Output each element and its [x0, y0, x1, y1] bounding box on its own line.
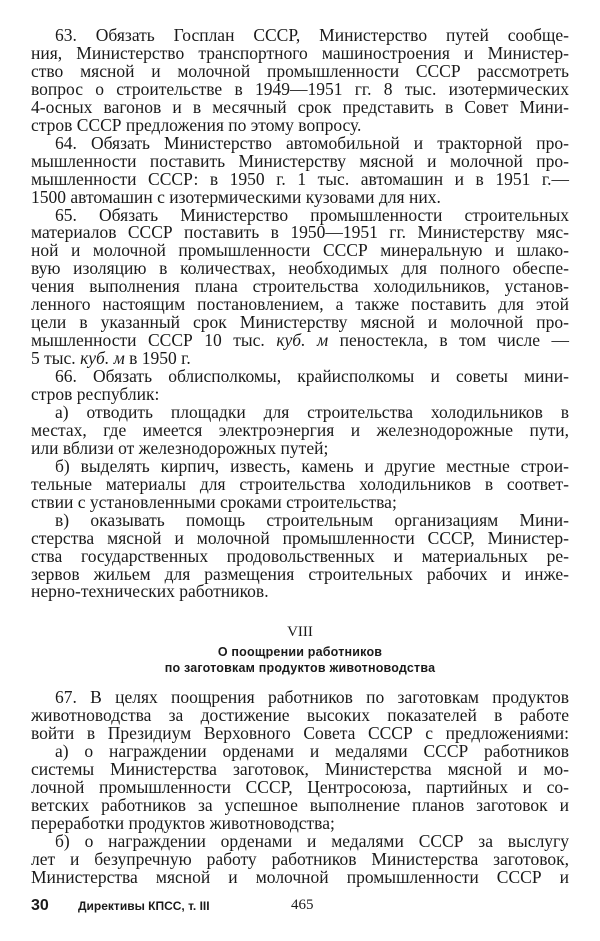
text-line: мышленности СССР 10 тыс. куб. м пеностекла, в том числе — — [31, 330, 569, 351]
text-line: вую изоляцию в количествах, необходимых для полного обеспе- — [31, 258, 569, 279]
text-line: системы Министерства заготовок, Министерства мясной и мо- — [31, 759, 569, 779]
text-line: цели в указанный срок Министерству мясной и молочной про- — [31, 312, 569, 333]
text-line: ной и молочной промышленности СССР минеральную и шлако- — [31, 240, 569, 261]
text-line: ния, Министерство транспортного машиностроения и Министер- — [31, 42, 569, 63]
text-line: местах, где имеется электроэнергия и железнодорожные пути, — [31, 419, 569, 440]
text-line: б) выделять кирпич, известь, камень и другие местные строи- — [55, 455, 569, 476]
text-line: ленного настоящим постановлением, а также поставить для этой — [31, 294, 569, 315]
text-line: ства государственных продовольственных и материальных ре- — [31, 545, 569, 566]
text-line: тельные материалы для строительства холодильников в соответ- — [31, 473, 569, 494]
text-line: 65. Обязать Министерство промышленности строительных — [55, 204, 569, 225]
text-line: ство мясной и молочной промышленности СССР рассмотреть — [31, 60, 569, 81]
text-line: ствии с установленными сроками строительства; — [31, 491, 397, 512]
text-line: 67. В целях поощрения работников по заготовкам продуктов — [55, 687, 569, 707]
text-line: лет и безупречную работу работников Министерства заготовок, — [31, 849, 569, 869]
text-line: лочной промышленности СССР, Центросоюза, партийных и со- — [31, 777, 569, 797]
unit-italic: куб. м — [80, 348, 125, 369]
text-line: 5 тыс. куб. м в 1950 г. — [31, 348, 191, 369]
footer-signature-mark: 30 — [31, 897, 49, 914]
text-line: 64. Обязать Министерство автомобильной и тракторной про- — [55, 132, 569, 153]
section-title-line-2: по заготовкам продуктов животноводства — [164, 661, 436, 675]
text-line: животноводства за достижение высоких показателей в работе — [31, 705, 569, 725]
text-line: 63. Обязать Госплан СССР, Министерство путей сообще- — [55, 25, 569, 45]
text-line: стров СССР предложения по этому вопросу. — [31, 114, 362, 135]
text-line: мышленности СССР: в 1950 г. 1 тыс. автомашин и в 1951 г.— — [31, 168, 569, 189]
text-line: в) оказывать помощь строительным организациям Мини- — [55, 509, 569, 530]
text-line: нерно-технических работников. — [31, 581, 269, 602]
text-line: или вблизи от железнодорожных путей; — [31, 437, 329, 458]
section-title-line-1: О поощрении работников — [217, 645, 383, 659]
text-line: чения выполнения плана строительства холодильников, установ- — [31, 276, 569, 297]
text-line: а) отводить площадки для строительства холодильников в — [55, 401, 569, 422]
page-number: 465 — [291, 897, 314, 913]
text-line: вопрос о строительстве в 1949—1951 гг. 8 тыс. изотермических — [31, 78, 569, 99]
text-line: стерства мясной и молочной промышленности СССР, Министер- — [31, 527, 569, 548]
text-line: ветских работников за успешное выполнение планов заготовок и — [31, 795, 569, 815]
text-line: 4-осных вагонов и в месячный срок представить в Совет Мини- — [31, 96, 569, 117]
text-line: войти в Президиум Верховного Совета СССР с предложениями: — [31, 723, 569, 743]
unit-italic: куб. м — [276, 330, 329, 351]
text-line: материалов СССР поставить в 1950—1951 гг. Министерству мяс- — [31, 222, 569, 243]
text-line: переработки продуктов животноводства; — [31, 813, 335, 833]
text-line: а) о награждении орденами и медалями СССР работников — [55, 741, 569, 761]
text-line: 1500 автомашин с изотермическими кузовами для них. — [31, 186, 441, 207]
footer-source: Директивы КПСС, т. III — [78, 899, 210, 913]
text-line: зервов жильем для размещения строительных рабочих и инже- — [31, 563, 569, 584]
text-line: стров республик: — [31, 384, 160, 404]
text-line: Министерства мясной и молочной промышленности СССР и — [31, 867, 569, 887]
text-line: мышленности поставить Министерству мясной и молочной про- — [31, 150, 569, 171]
text-line: б) о награждении орденами и медалями СССР за выслугу — [55, 831, 569, 851]
section-number: VIII — [287, 624, 313, 640]
text-line: 66. Обязать облисполкомы, крайисполкомы и советы мини- — [55, 366, 569, 387]
